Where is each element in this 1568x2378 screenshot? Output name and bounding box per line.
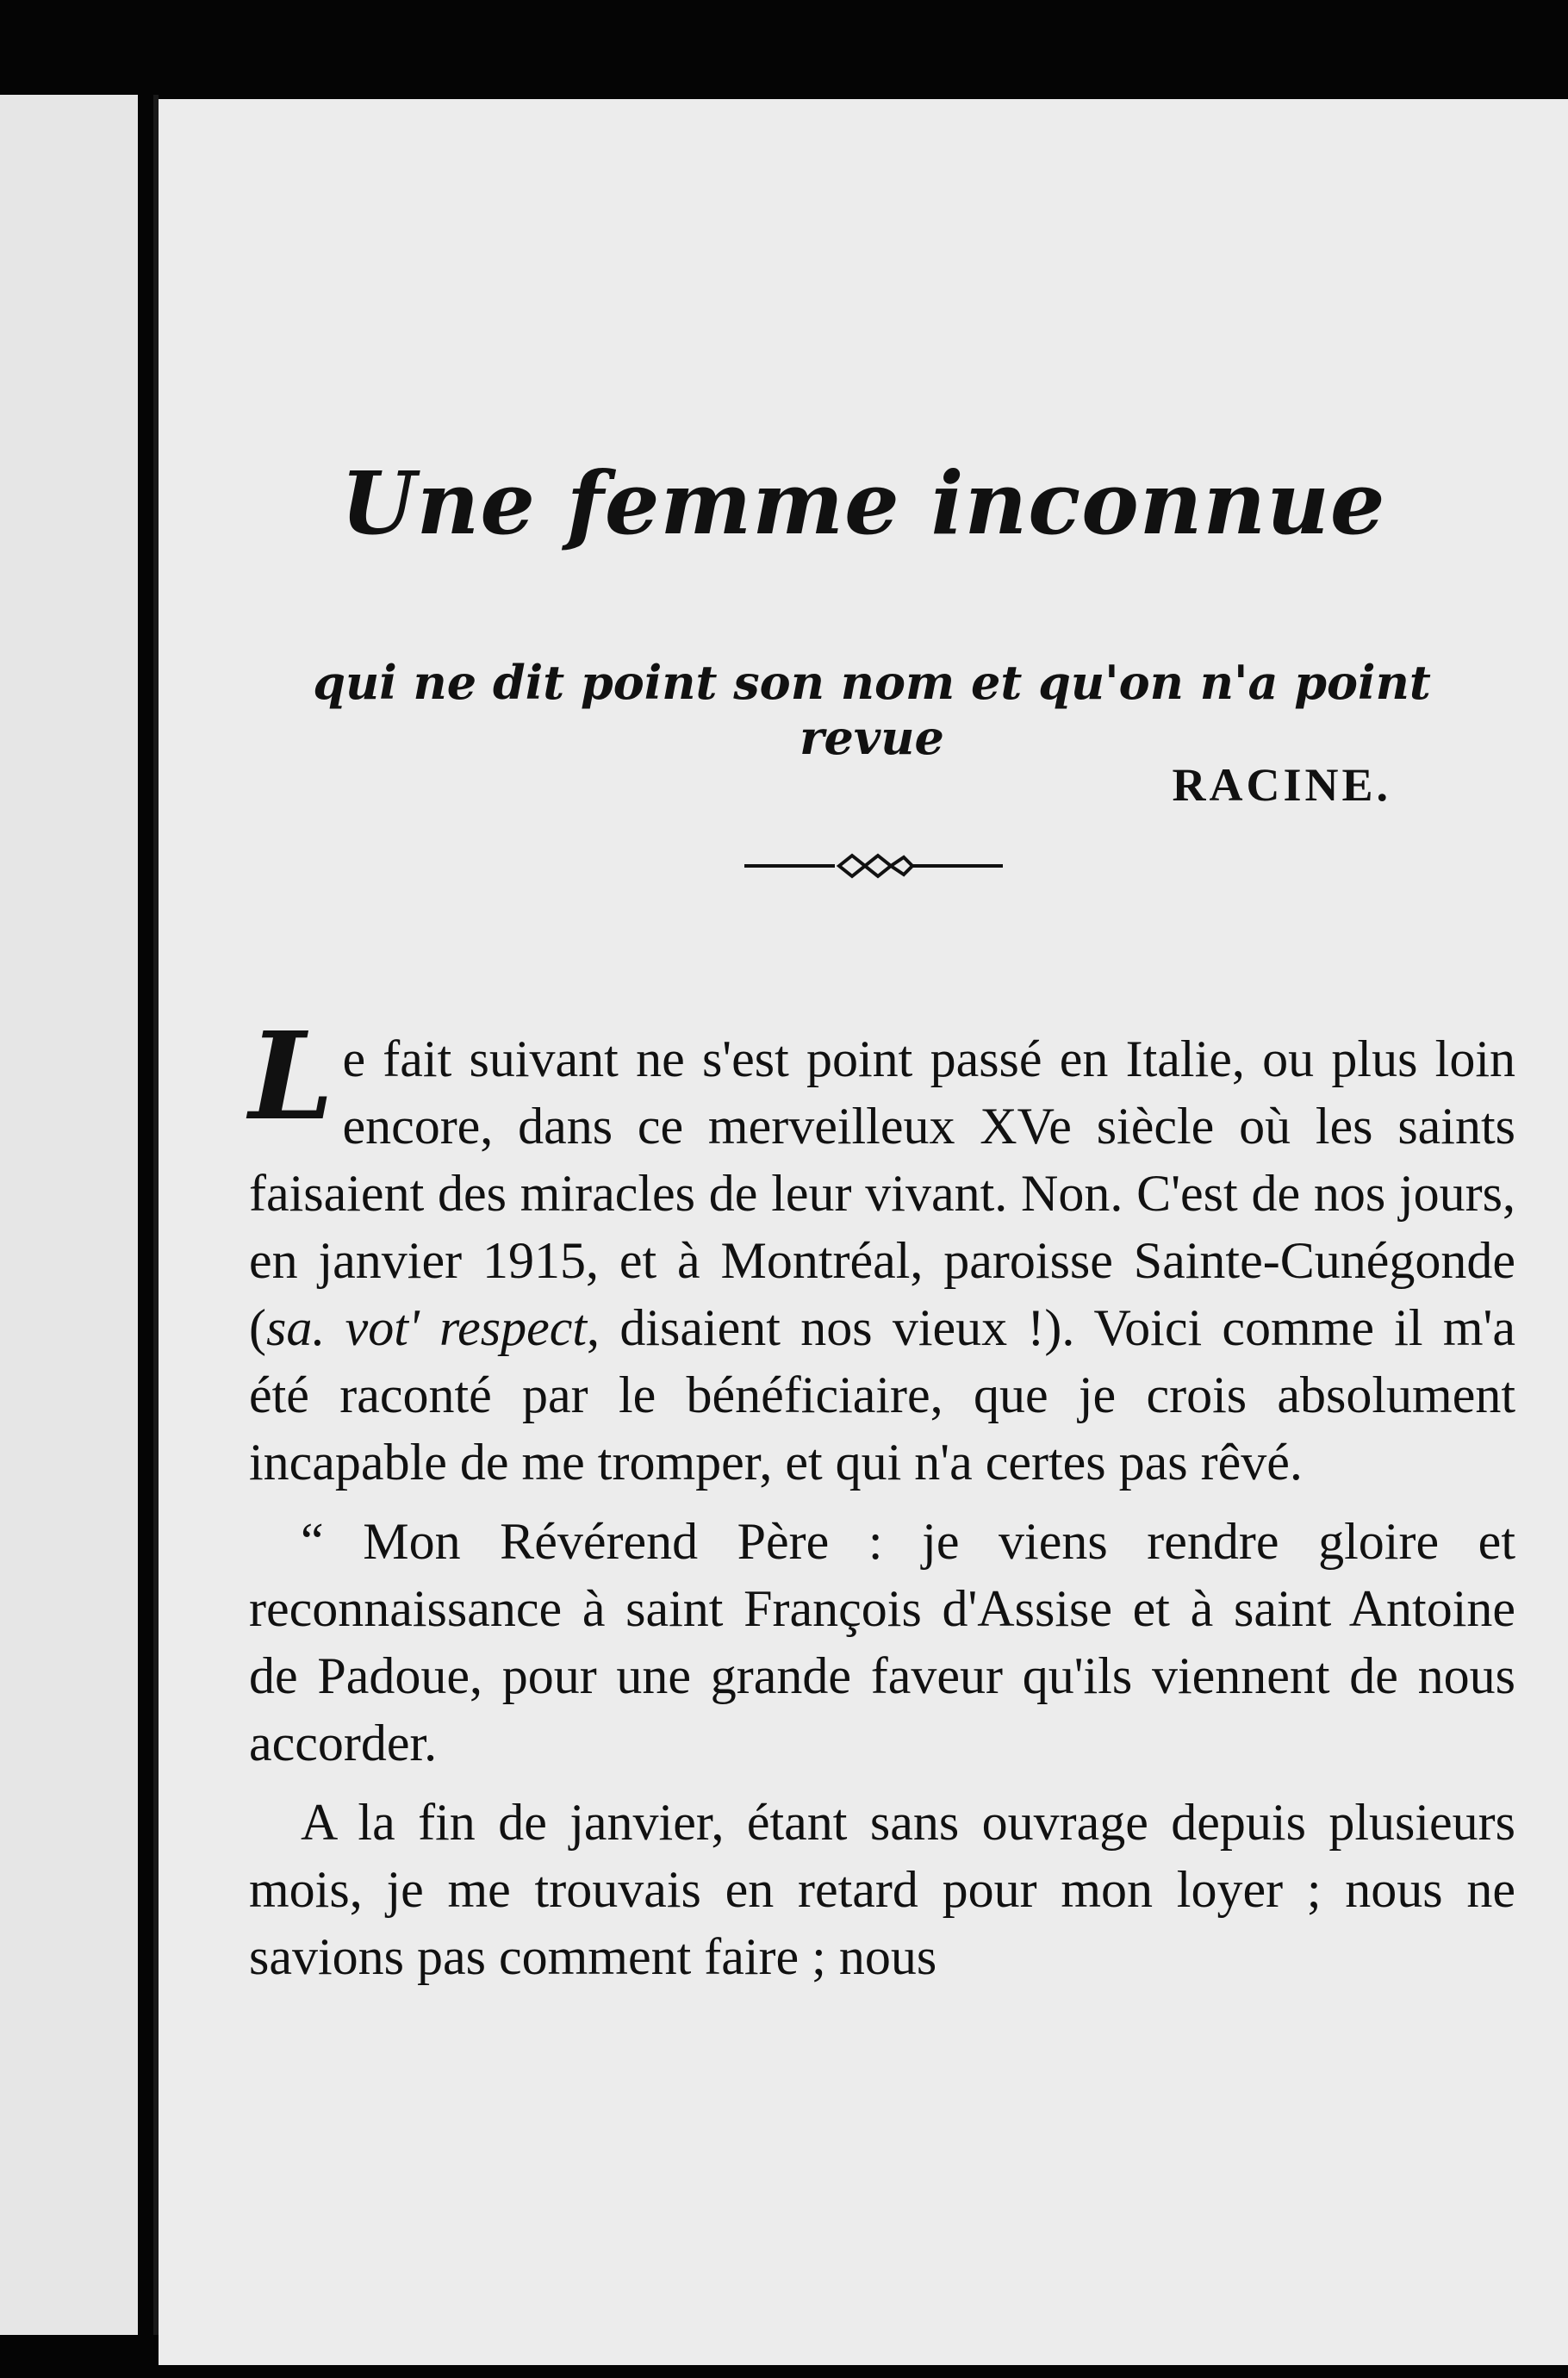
chapter-title: Une femme inconnue — [340, 452, 1386, 554]
paragraph-3: A la fin de janvier, étant sans ouvrage depuis plusieurs mois, je me trouvais en retard pour mon loyer ; nous ne savions pas comment faire ; nous — [249, 1794, 1515, 1985]
paragraph-1-text: e fait suivant ne s'est point passé en Italie, ou plus loin encore, dans ce merveilleux XVe siècle où les saints faisaient des miracles de leur vivant. Non. C'est de nos jours, en janvier 1915, et à Montréal, paroisse Sainte-Cunégonde ( — [249, 1030, 1515, 1356]
paragraph-1 — [249, 1006, 1515, 1496]
ornament-divider-icon — [744, 849, 1003, 883]
epigraph-author: RACINE. — [1172, 759, 1391, 811]
body-text — [249, 1006, 1515, 2002]
paragraph-2: “ Mon Révérend Père : je viens rendre gloire et reconnaissance à saint François d'Assise et à saint Antoine de Padoue, pour une grande faveur qu'ils viennent de nous accorder. — [249, 1513, 1515, 1771]
drop-cap: L — [249, 1006, 334, 1148]
epigraph-quote: qui ne dit point son nom et qu'on n'a point revue — [313, 655, 1431, 765]
paragraph-1-end: , disaient nos vieux !). Voici comme il m'a été raconté par le bénéficiaire, que je crois absolument incapable de me tromper, et qui n'a certes pas rêvé. — [249, 1299, 1515, 1491]
book-page — [159, 99, 1568, 2365]
left-page-edge — [0, 95, 138, 2335]
paragraph-1-italic: sa. vot' respect — [265, 1299, 588, 1356]
